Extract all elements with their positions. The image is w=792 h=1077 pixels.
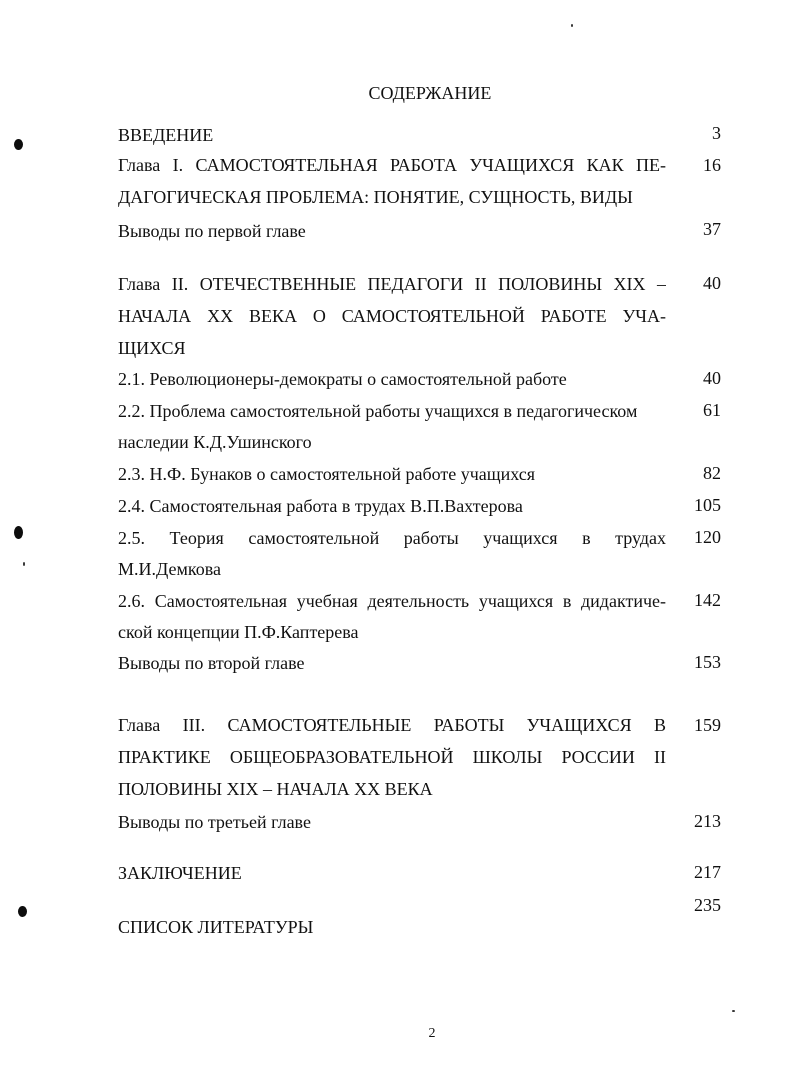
page-title: СОДЕРЖАНИЕ <box>368 83 492 103</box>
toc-page-number: 61 <box>703 400 721 420</box>
toc-page-number: 3 <box>712 123 721 143</box>
toc-page-number: 213 <box>694 811 721 831</box>
toc-entry-text: ской концепции П.Ф.Каптерева <box>118 622 359 642</box>
toc-entry-text: ПРАКТИКЕ ОБЩЕОБРАЗОВАТЕЛЬНОЙ ШКОЛЫ РОССИИ II <box>118 747 666 767</box>
toc-page-number: 120 <box>694 527 721 547</box>
toc-entry-text: ЗАКЛЮЧЕНИЕ <box>118 863 242 883</box>
toc-entry-text: 2.5. Теория самостоятельной работы учащихся в трудах <box>118 528 666 548</box>
scan-speck <box>23 562 25 566</box>
toc-entry-text: Глава I. САМОСТОЯТЕЛЬНАЯ РАБОТА УЧАЩИХСЯ КАК ПЕ- <box>118 155 666 175</box>
toc-page-number: 40 <box>703 368 721 388</box>
toc-entry-text: Выводы по первой главе <box>118 221 306 241</box>
toc-entry-text: Выводы по второй главе <box>118 653 305 673</box>
toc-page-number: 159 <box>694 715 721 735</box>
toc-entry-text: 2.2. Проблема самостоятельной работы учащихся в педагогическом <box>118 401 638 421</box>
binding-hole-mark <box>14 526 23 539</box>
toc-entry-text: 2.1. Революционеры-демократы о самостоятельной работе <box>118 369 567 389</box>
toc-entry-text: ПОЛОВИНЫ XIX – НАЧАЛА XX ВЕКА <box>118 779 433 799</box>
toc-entry-text: 2.4. Самостоятельная работа в трудах В.П.Вахтерова <box>118 496 523 516</box>
toc-entry-text: 2.6. Самостоятельная учебная деятельность учащихся в дидактиче- <box>118 591 666 611</box>
toc-page-number: 82 <box>703 463 721 483</box>
toc-page-number: 217 <box>694 862 721 882</box>
toc-page-number: 105 <box>694 495 721 515</box>
toc-entry-text: ЩИХСЯ <box>118 338 186 358</box>
toc-entry-text: наследии К.Д.Ушинского <box>118 432 312 452</box>
toc-page-number: 37 <box>703 219 721 239</box>
toc-entry-text: ВВЕДЕНИЕ <box>118 125 214 145</box>
toc-entry-text: Выводы по третьей главе <box>118 812 311 832</box>
toc-entry-text: Глава III. САМОСТОЯТЕЛЬНЫЕ РАБОТЫ УЧАЩИХСЯ В <box>118 715 666 735</box>
scan-speck <box>732 1010 735 1012</box>
toc-entry-text: 2.3. Н.Ф. Бунаков о самостоятельной работе учащихся <box>118 464 536 484</box>
toc-page-number: 40 <box>703 273 721 293</box>
toc-entry-text: М.И.Демкова <box>118 559 221 579</box>
toc-page-number: 16 <box>703 155 721 175</box>
toc-entry-text: НАЧАЛА XX ВЕКА О САМОСТОЯТЕЛЬНОЙ РАБОТЕ УЧА- <box>118 306 666 326</box>
toc-page-number: 153 <box>694 652 721 672</box>
scan-speck <box>571 24 573 27</box>
toc-entry-text: Глава II. ОТЕЧЕСТВЕННЫЕ ПЕДАГОГИ II ПОЛОВИНЫ XIX – <box>118 274 666 294</box>
toc-page-number: 235 <box>694 895 721 915</box>
toc-entry-text: СПИСОК ЛИТЕРАТУРЫ <box>118 917 314 937</box>
binding-hole-mark <box>14 139 23 150</box>
toc-page-number: 142 <box>694 590 721 610</box>
page-number: 2 <box>428 1026 436 1041</box>
toc-entry-text: ДАГОГИЧЕСКАЯ ПРОБЛЕМА: ПОНЯТИЕ, СУЩНОСТЬ, ВИДЫ <box>118 187 633 207</box>
binding-hole-mark <box>18 906 27 917</box>
